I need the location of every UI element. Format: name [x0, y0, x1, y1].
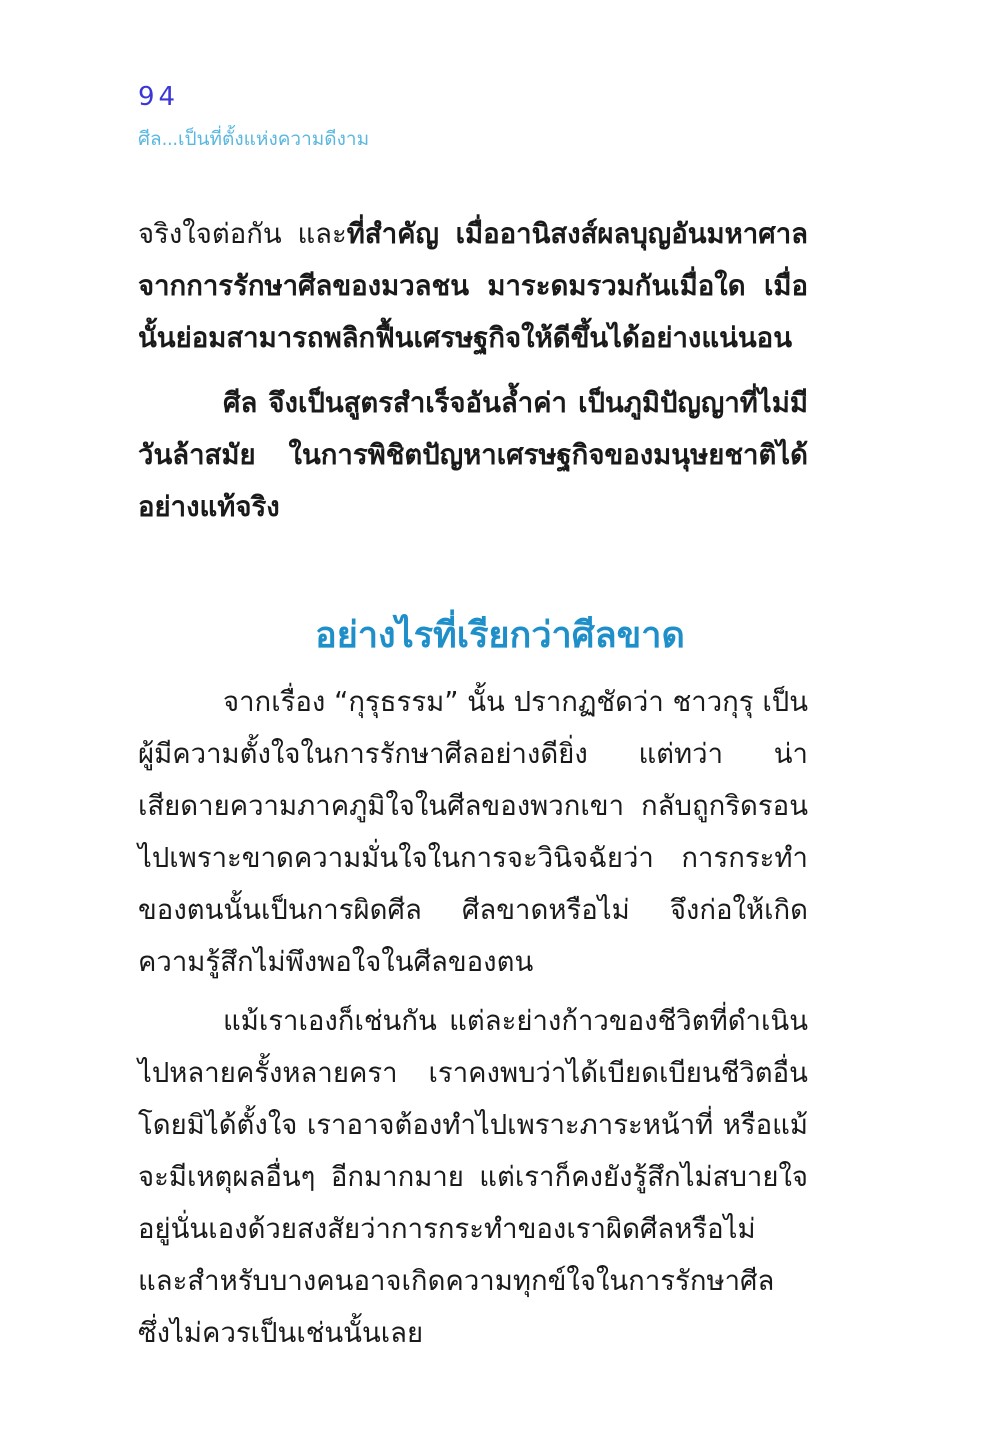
section-heading: อย่างไรที่เรียกว่าศีลขาด	[315, 615, 685, 656]
body-paragraph: แม้เราเองก็เช่นกัน แต่ละย่างก้าวของชีวิตที่ดำเนินไปหลายครั้งหลายครา เราคงพบว่าได้เบียดเบียนชีวิตอื่นโดยมิได้ตั้งใจ เราอาจต้องทำไปเพราะภาระหน้าที่ หรือแม้จะมีเหตุผลอื่นๆ อีกมากมาย แต่เราก็คงยังรู้สึกไม่สบายใจอยู่นั่นเองด้วยสงสัยว่าการกระทำของเราผิดศีลหรือไม่ และสำหรับบางคนอาจเกิดความทุกข์ใจในการรักษาศีล ซึ่งไม่ควรเป็นเช่นนั้นเลย	[138, 1005, 808, 1349]
page-number: 94	[138, 82, 180, 112]
running-header-title: ศีล...เป็นที่ตั้งแห่งความดีงาม	[138, 128, 370, 150]
continuation-normal-text: จริงใจต่อกัน และ	[138, 218, 347, 250]
body-paragraph: จากเรื่อง “กุรุธรรม” นั้น ปรากฏชัดว่า ชาวกุรุ เป็นผู้มีความตั้งใจในการรักษาศีลอย่างดียิ่ง แต่ทว่า น่าเสียดายความภาคภูมิใจในศีลของพวกเขา กลับถูกริดรอนไปเพราะขาดความมั่นใจในการจะวินิจฉัยว่า การกระทำของตนนั้นเป็นการผิดศีล ศีลขาดหรือไม่ จึงก่อให้เกิดความรู้สึกไม่พึงพอใจในศีลของตน	[138, 686, 808, 978]
continuation-paragraph	[138, 208, 808, 364]
continuation-bold-text: ที่สำคัญ เมื่ออานิสงส์ผลบุญอันมหาศาลจากการรักษาศีลของมวลชน มาระดมรวมกันเมื่อใด เมื่อนั้นย่อมสามารถพลิกฟื้นเศรษฐกิจให้ดีขึ้นได้อย่างแน่นอน	[138, 218, 808, 354]
bold-summary-paragraph: ศีล จึงเป็นสูตรสำเร็จอันล้ำค่า เป็นภูมิปัญญาที่ไม่มีวันล้าสมัย ในการพิชิตปัญหาเศรษฐกิจของมนุษยชาติได้อย่างแท้จริง	[138, 387, 808, 523]
